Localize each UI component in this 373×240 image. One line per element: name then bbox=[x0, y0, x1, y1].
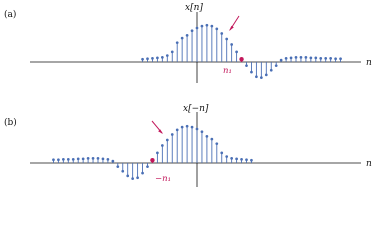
stem-marker bbox=[215, 142, 218, 145]
stem-marker bbox=[171, 51, 174, 54]
stem-marker bbox=[245, 64, 248, 67]
stem-marker bbox=[265, 74, 268, 77]
stem-marker bbox=[146, 165, 149, 168]
panel-b-label: (b) bbox=[4, 118, 17, 128]
stem-marker bbox=[161, 144, 164, 147]
stem-marker bbox=[334, 57, 337, 60]
panel-b-marker-label: −n₁ bbox=[155, 174, 172, 184]
stem-marker bbox=[310, 57, 313, 60]
stem-marker bbox=[186, 34, 189, 37]
stem-marker bbox=[126, 175, 129, 178]
stem-marker bbox=[225, 38, 228, 41]
stem-marker bbox=[196, 128, 199, 131]
stem-marker bbox=[225, 155, 228, 158]
stem-marker bbox=[285, 57, 288, 60]
stem-marker bbox=[52, 158, 55, 161]
stem-marker bbox=[230, 157, 233, 160]
stem-marker bbox=[166, 54, 169, 57]
highlighted-stem-marker bbox=[239, 57, 243, 61]
stem-marker bbox=[215, 28, 218, 31]
stem-marker bbox=[220, 152, 223, 155]
stem-marker bbox=[211, 25, 214, 28]
stem-marker bbox=[112, 160, 115, 163]
stem-marker bbox=[329, 57, 332, 60]
stem-marker bbox=[136, 176, 139, 179]
stem-marker bbox=[141, 172, 144, 175]
stem-marker bbox=[107, 158, 110, 161]
stem-marker bbox=[176, 129, 179, 132]
stem-marker bbox=[245, 158, 248, 161]
stem-marker bbox=[295, 56, 298, 59]
stem-marker bbox=[270, 69, 273, 72]
stem-marker bbox=[77, 158, 80, 161]
stem-marker bbox=[206, 135, 209, 138]
stem-marker bbox=[176, 41, 179, 44]
stem-marker bbox=[186, 125, 189, 128]
panel-b-stems bbox=[52, 125, 253, 180]
stem-marker bbox=[67, 158, 70, 161]
panel-a-title: x[n] bbox=[185, 3, 203, 13]
stem-marker bbox=[102, 158, 105, 161]
stem-marker bbox=[181, 37, 184, 40]
stem-marker bbox=[324, 57, 327, 60]
stem-marker bbox=[62, 158, 65, 161]
stem-marker bbox=[250, 159, 253, 162]
stem-marker bbox=[280, 59, 283, 62]
panel-a-arrow-head bbox=[229, 26, 234, 31]
stem-marker bbox=[131, 177, 134, 180]
stem-marker bbox=[211, 138, 214, 141]
stem-marker bbox=[72, 158, 75, 161]
stem-marker bbox=[156, 152, 159, 155]
stem-marker bbox=[290, 57, 293, 60]
stem-marker bbox=[171, 133, 174, 136]
panel-b-title: x[−n] bbox=[183, 104, 209, 114]
stem-marker bbox=[146, 57, 149, 60]
stem-marker bbox=[116, 165, 119, 168]
stem-marker bbox=[121, 170, 124, 173]
panel-a bbox=[4, 3, 372, 83]
stem-marker bbox=[97, 157, 100, 160]
stem-marker bbox=[82, 158, 85, 161]
stem-marker bbox=[191, 126, 194, 129]
stem-marker bbox=[240, 158, 243, 161]
stem-marker bbox=[166, 139, 169, 142]
stem-marker bbox=[181, 126, 184, 129]
panel-a-stems bbox=[141, 24, 342, 79]
stem-marker bbox=[305, 56, 308, 59]
stem-marker bbox=[191, 29, 194, 32]
panel-a-marker-label: n₁ bbox=[223, 66, 232, 76]
stem-marker bbox=[235, 158, 238, 161]
panel-b-arrow-head bbox=[158, 129, 163, 134]
stem-marker bbox=[260, 76, 263, 79]
stem-marker bbox=[255, 75, 258, 78]
stem-marker bbox=[230, 43, 233, 46]
stem-marker bbox=[87, 157, 90, 160]
stem-marker bbox=[314, 57, 317, 60]
stem-marker bbox=[151, 57, 154, 60]
panel-a-label: (a) bbox=[4, 10, 17, 20]
stem-marker bbox=[319, 57, 322, 60]
stem-marker bbox=[339, 57, 342, 60]
stem-marker bbox=[220, 32, 223, 35]
stem-marker bbox=[201, 25, 204, 28]
panel-a-axis-label: n bbox=[366, 58, 372, 68]
stem-marker bbox=[206, 24, 209, 27]
stem-marker bbox=[275, 64, 278, 67]
stem-marker bbox=[235, 51, 238, 54]
stem-marker bbox=[92, 157, 95, 160]
stem-marker bbox=[201, 130, 204, 133]
stem-marker bbox=[196, 27, 199, 30]
stem-marker bbox=[141, 58, 144, 61]
stem-marker bbox=[57, 158, 60, 161]
highlighted-stem-marker bbox=[150, 158, 154, 162]
stem-marker bbox=[300, 56, 303, 59]
panel-b-axis-label: n bbox=[366, 159, 372, 169]
stem-marker bbox=[161, 56, 164, 59]
panel-b bbox=[4, 104, 372, 187]
stem-marker bbox=[250, 71, 253, 74]
stem-marker bbox=[156, 57, 159, 60]
